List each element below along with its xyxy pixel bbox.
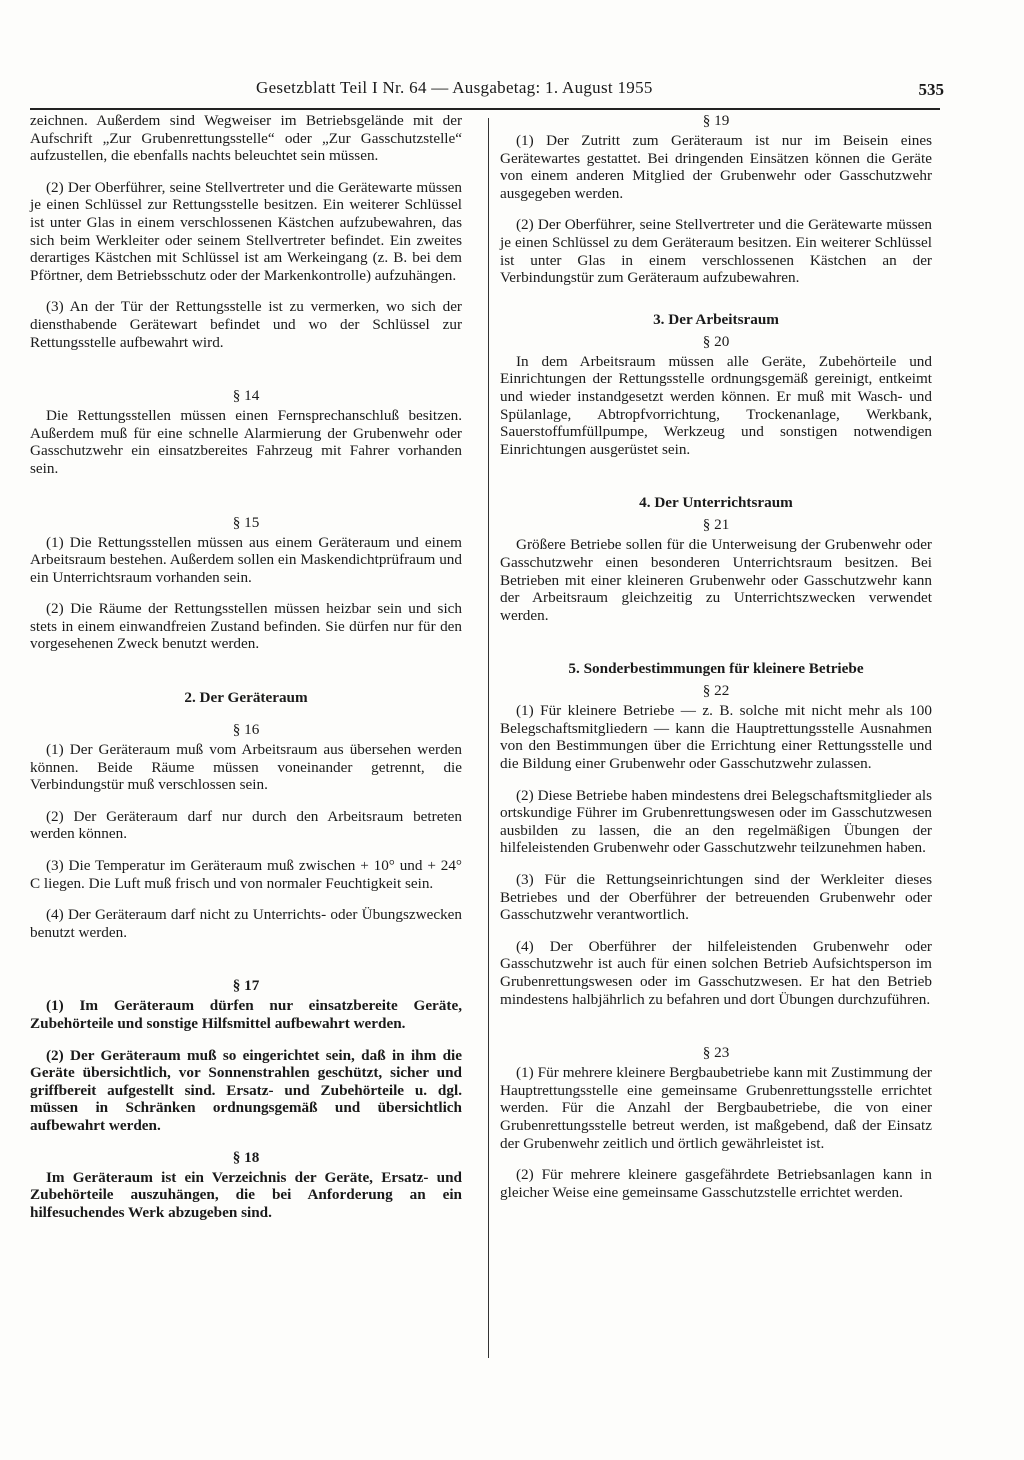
page-number: 535 — [918, 80, 944, 99]
page-header — [30, 74, 944, 110]
paragraph-13-2: (2) Der Oberführer, seine Stellvertreter und die Gerätewarte müssen je einen Schlüssel zur Rettungsstelle besitzen. Ein weiterer Schlüssel ist unter Glas in einem verschlossenen Kästchen aufzubewahren, das sich beim Werkleiter oder seinem Stellvertreter befindet. Ein zweites derartiges Kästchen mit Schlüssel ist am Werkeingang (z. B. bei dem Pförtner, dem Betriebsschutz oder der Markenkontrolle) aufzuhängen. — [30, 178, 462, 284]
left-column — [30, 112, 462, 1235]
section-15-title: § 15 — [232, 513, 260, 531]
column-divider — [488, 118, 489, 1358]
section-16-paragraph-1: (1) Der Geräteraum muß vom Arbeitsraum aus übersehen werden können. Beide Räume müssen voneinander getrennt, die Verbindungstür muß verschlossen sein. — [30, 741, 462, 794]
section-16-paragraph-2: (2) Der Geräteraum darf nur durch den Arbeitsraum betreten werden können. — [30, 807, 462, 843]
section-20-title: § 20 — [702, 332, 730, 350]
section-23-paragraph-2: (2) Für mehrere kleinere gasgefährdete Betriebsanlagen kann in gleicher Weise eine gemeinsame Gasschutzstelle errichtet werden. — [500, 1166, 932, 1201]
section-15-paragraph-2: (2) Die Räume der Rettungsstellen müssen heizbar sein und sich stets in einem einwandfreien Zustand befinden. Sie dürfen nur für den vorgesehenen Zweck benutzt werden. — [30, 600, 462, 653]
section-16-title: § 16 — [232, 721, 260, 739]
section-18-text: Im Geräteraum ist ein Verzeichnis der Geräte, Ersatz- und Zubehörteile auszuhängen, die bei Anforderung an ein hilfesuchendes Werk abzugeben sind. — [30, 1168, 462, 1221]
heading-arbeitsraum: 3. Der Arbeitsraum — [653, 310, 779, 328]
section-22-paragraph-1: (1) Für kleinere Betriebe — z. B. solche mit nicht mehr als 100 Belegschaftsmitgliedern — kann die Hauptrettungsstelle Ausnahmen von den Bestimmungen über die Errichtung einer Rettungsstelle und die Bildung einer Grubenwehr oder Gasschutzwehr zulassen. — [500, 702, 932, 773]
section-22-paragraph-3: (3) Für die Rettungseinrichtungen sind der Werkleiter dieses Betriebes und der Oberführer der betreuenden Grubenwehr oder Gasschutzwehr verantwortlich. — [500, 871, 932, 924]
right-column — [500, 112, 932, 1215]
section-17-paragraph-1: (1) Im Geräteraum dürfen nur einsatzbereite Geräte, Zubehörteile und sonstige Hilfsmittel aufbewahrt werden. — [30, 997, 462, 1032]
paragraph-continuation: zeichnen. Außerdem sind Wegweiser im Betriebsgelände mit der Aufschrift „Zur Grubenrettungsstelle“ oder „Zur Gasschutzstelle“ aufzustellen, die ebenfalls nachts beleuchtet sein müssen. — [30, 112, 462, 165]
section-16-paragraph-3: (3) Die Temperatur im Geräteraum muß zwischen + 10° und + 24° C liegen. Die Luft muß frisch und von normaler Feuchtigkeit sein. — [30, 857, 462, 892]
section-22-title: § 22 — [702, 682, 730, 700]
header-title: Gesetzblatt Teil I Nr. 64 — Ausgabetag: 1. August 1955 — [256, 78, 653, 97]
section-14-text: Die Rettungsstellen müssen einen Fernsprechanschluß besitzen. Außerdem muß für eine schnelle Alarmierung der Grubenwehr oder Gasschutzwehr ein einsatzbereites Fahrzeug mit Fahrer vorhanden sein. — [30, 407, 462, 477]
section-22-paragraph-4: (4) Der Oberführer der hilfeleistenden Grubenwehr oder Gasschutzwehr ist auch für einen solchen Betrieb Aufsichtsperson im Grubenrettungswesen oder im Gasschutzwesen. Er hat den Betrieb mindestens halbjährlich zu befahren und dort Übungen durchzuführen. — [500, 937, 932, 1008]
section-19-paragraph-1: (1) Der Zutritt zum Geräteraum ist nur im Beisein eines Gerätewartes gestattet. Bei dringenden Einsätzen können die Geräte von einem anderen Mitglied der Grubenwehr oder Gasschutzwehr ausgegeben werden. — [500, 132, 932, 202]
section-21-text: Größere Betriebe sollen für die Unterweisung der Grubenwehr oder Gasschutzwehr einen besonderen Unterrichtsraum besitzen. Bei Betrieben mit einer kleineren Grubenwehr oder Gasschutzwehr kann der Arbeitsraum gleichzeitig zu Unterrichtszwecken verwendet werden. — [500, 536, 932, 624]
section-19-paragraph-2: (2) Der Oberführer, seine Stellvertreter und die Gerätewarte müssen je einen Schlüssel zu dem Geräteraum besitzen. Ein weiterer Schlüssel ist unter Glas in einem verschlossenen Kästchen an der Verbindungstür zum Geräteraum aufzubewahren. — [500, 216, 932, 287]
section-19-title: § 19 — [702, 112, 730, 129]
paragraph-13-3: (3) An der Tür der Rettungsstelle ist zu vermerken, wo sich der diensthabende Gerätewart befindet und wo der Schlüssel zur Rettungsstelle aufbewahrt wird. — [30, 298, 462, 351]
section-17-title: § 17 — [232, 977, 260, 995]
section-21-title: § 21 — [702, 516, 730, 534]
section-23-title: § 23 — [702, 1044, 730, 1062]
section-14-title: § 14 — [232, 387, 260, 405]
section-23-paragraph-1: (1) Für mehrere kleinere Bergbaubetriebe kann mit Zustimmung der Hauptrettungsstelle eine gemeinsame Grubenrettungsstelle errichtet werden. Für die Anzahl der Bergbaubetriebe, die von einer Grubenrettungsstelle betreut werden, ist maßgebend, daß der Einsatz der Grubenwehr zeitlich und örtlich gewährleistet ist. — [500, 1064, 932, 1152]
heading-geraeteraum: 2. Der Geräteraum — [184, 689, 308, 707]
section-18-title: § 18 — [232, 1148, 260, 1166]
section-20-text: In dem Arbeitsraum müssen alle Geräte, Zubehörteile und Einrichtungen der Rettungsstelle ordnungsgemäß gereinigt, entkeimt und wieder instandgesetzt werden können. Er muß mit Wasch- und Spülanlage, Abtropfvorrichtung, Trockenanlage, Werkbank, Sauerstoffumfüllpumpe, Werkzeug und sonstigen notwendigen Einrichtungen ausgerüstet sein. — [500, 352, 932, 458]
section-22-paragraph-2: (2) Diese Betriebe haben mindestens drei Belegschaftsmitglieder als ortskundige Führer im Grubenrettungswesen oder im Gasschutzwesen ausbilden zu lassen, die an den regelmäßigen Übungen der hilfeleistenden Grubenwehr oder Gasschutzwehr teilzunehmen haben. — [500, 786, 932, 857]
section-17-paragraph-2: (2) Der Geräteraum muß so eingerichtet sein, daß in ihm die Geräte übersichtlich, vor Sonnenstrahlen geschützt, sicher und griffbereit aufgestellt sind. Ersatz- und Zubehörteile u. dgl. müssen in Schränken ordnungsgemäß und übersichtlich aufbewahrt werden. — [30, 1046, 462, 1134]
section-15-paragraph-1: (1) Die Rettungsstellen müssen aus einem Geräteraum und einem Arbeitsraum bestehen. Außerdem sollen ein Maskendichtprüfraum und ein Unterrichtsraum vorhanden sein. — [30, 533, 462, 586]
heading-unterrichtsraum: 4. Der Unterrichtsraum — [639, 494, 793, 512]
section-16-paragraph-4: (4) Der Geräteraum darf nicht zu Unterrichts- oder Übungszwecken benutzt werden. — [30, 906, 462, 941]
heading-sonderbestimmungen: 5. Sonderbestimmungen für kleinere Betriebe — [568, 660, 864, 678]
